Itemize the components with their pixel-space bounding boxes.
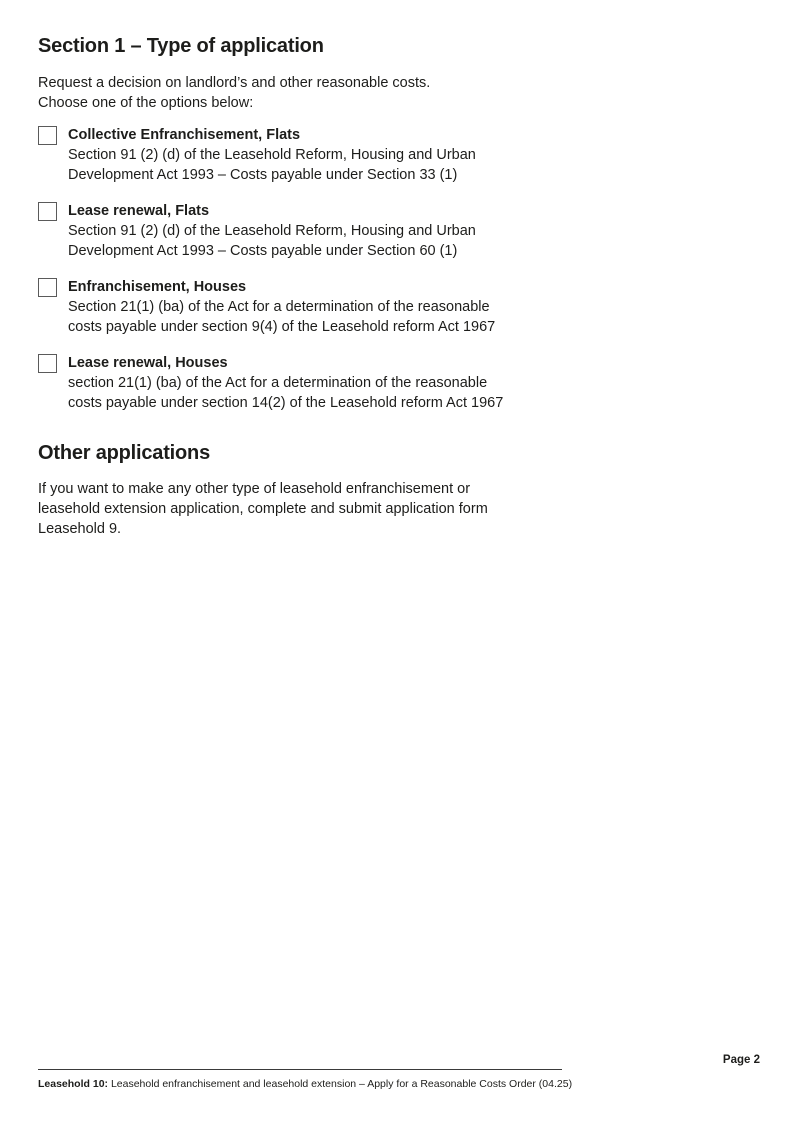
- footer-divider: [38, 1069, 562, 1070]
- option-text: [68, 125, 476, 185]
- body-line-1: If you want to make any other type of leasehold enfranchisement or: [38, 481, 471, 497]
- option-desc-line-1: Section 21(1) (ba) of the Act for a determination of the reasonable: [68, 299, 490, 315]
- section1-intro: [38, 73, 578, 113]
- page-number: Page 2: [722, 1054, 760, 1066]
- checkbox-enfranchisement-houses[interactable]: [38, 278, 57, 297]
- option-title: Enfranchisement, Houses: [68, 279, 247, 295]
- checkbox-lease-renewal-flats[interactable]: [38, 202, 57, 221]
- option-lease-renewal-houses: [38, 353, 578, 413]
- other-applications-body: [38, 479, 578, 539]
- option-desc-line-1: Section 91 (2) (d) of the Leasehold Reform, Housing and Urban: [68, 223, 476, 239]
- body-line-3: Leasehold 9.: [38, 521, 122, 537]
- section1-heading: Section 1 – Type of application: [38, 35, 324, 57]
- option-title: Lease renewal, Flats: [68, 203, 210, 219]
- other-applications-heading: Other applications: [38, 442, 210, 464]
- body-line-2: leasehold extension application, complete and submit application form: [38, 501, 488, 517]
- option-enfranchisement-houses: [38, 277, 578, 337]
- option-desc-line-2: Development Act 1993 – Costs payable under Section 60 (1): [68, 243, 458, 259]
- checkbox-lease-renewal-houses[interactable]: [38, 354, 57, 373]
- option-desc-line-1: Section 91 (2) (d) of the Leasehold Reform, Housing and Urban: [68, 147, 476, 163]
- intro-line-2: Choose one of the options below:: [38, 95, 254, 111]
- option-desc-line-2: Development Act 1993 – Costs payable under Section 33 (1): [68, 167, 458, 183]
- option-text: [68, 353, 503, 413]
- footer-form-id: Leasehold 10:: [38, 1078, 109, 1090]
- option-desc-line-2: costs payable under section 14(2) of the Leasehold reform Act 1967: [68, 395, 504, 411]
- option-title: Collective Enfranchisement, Flats: [68, 127, 301, 143]
- option-desc-line-2: costs payable under section 9(4) of the Leasehold reform Act 1967: [68, 319, 496, 335]
- page-content: [38, 34, 578, 539]
- option-desc-line-1: section 21(1) (ba) of the Act for a determination of the reasonable: [68, 375, 488, 391]
- option-collective-enfranchisement-flats: [38, 125, 578, 185]
- option-title: Lease renewal, Houses: [68, 355, 228, 371]
- option-text: [68, 201, 476, 261]
- footer-form-title: Leasehold enfranchisement and leasehold extension – Apply for a Reasonable Costs Order (04.25): [108, 1078, 573, 1090]
- checkbox-collective-enfranchisement-flats[interactable]: [38, 126, 57, 145]
- footer-form-reference: [38, 1077, 572, 1091]
- option-lease-renewal-flats: [38, 201, 578, 261]
- option-text: [68, 277, 495, 337]
- application-type-options: [38, 125, 578, 413]
- intro-line-1: Request a decision on landlord’s and other reasonable costs.: [38, 75, 431, 91]
